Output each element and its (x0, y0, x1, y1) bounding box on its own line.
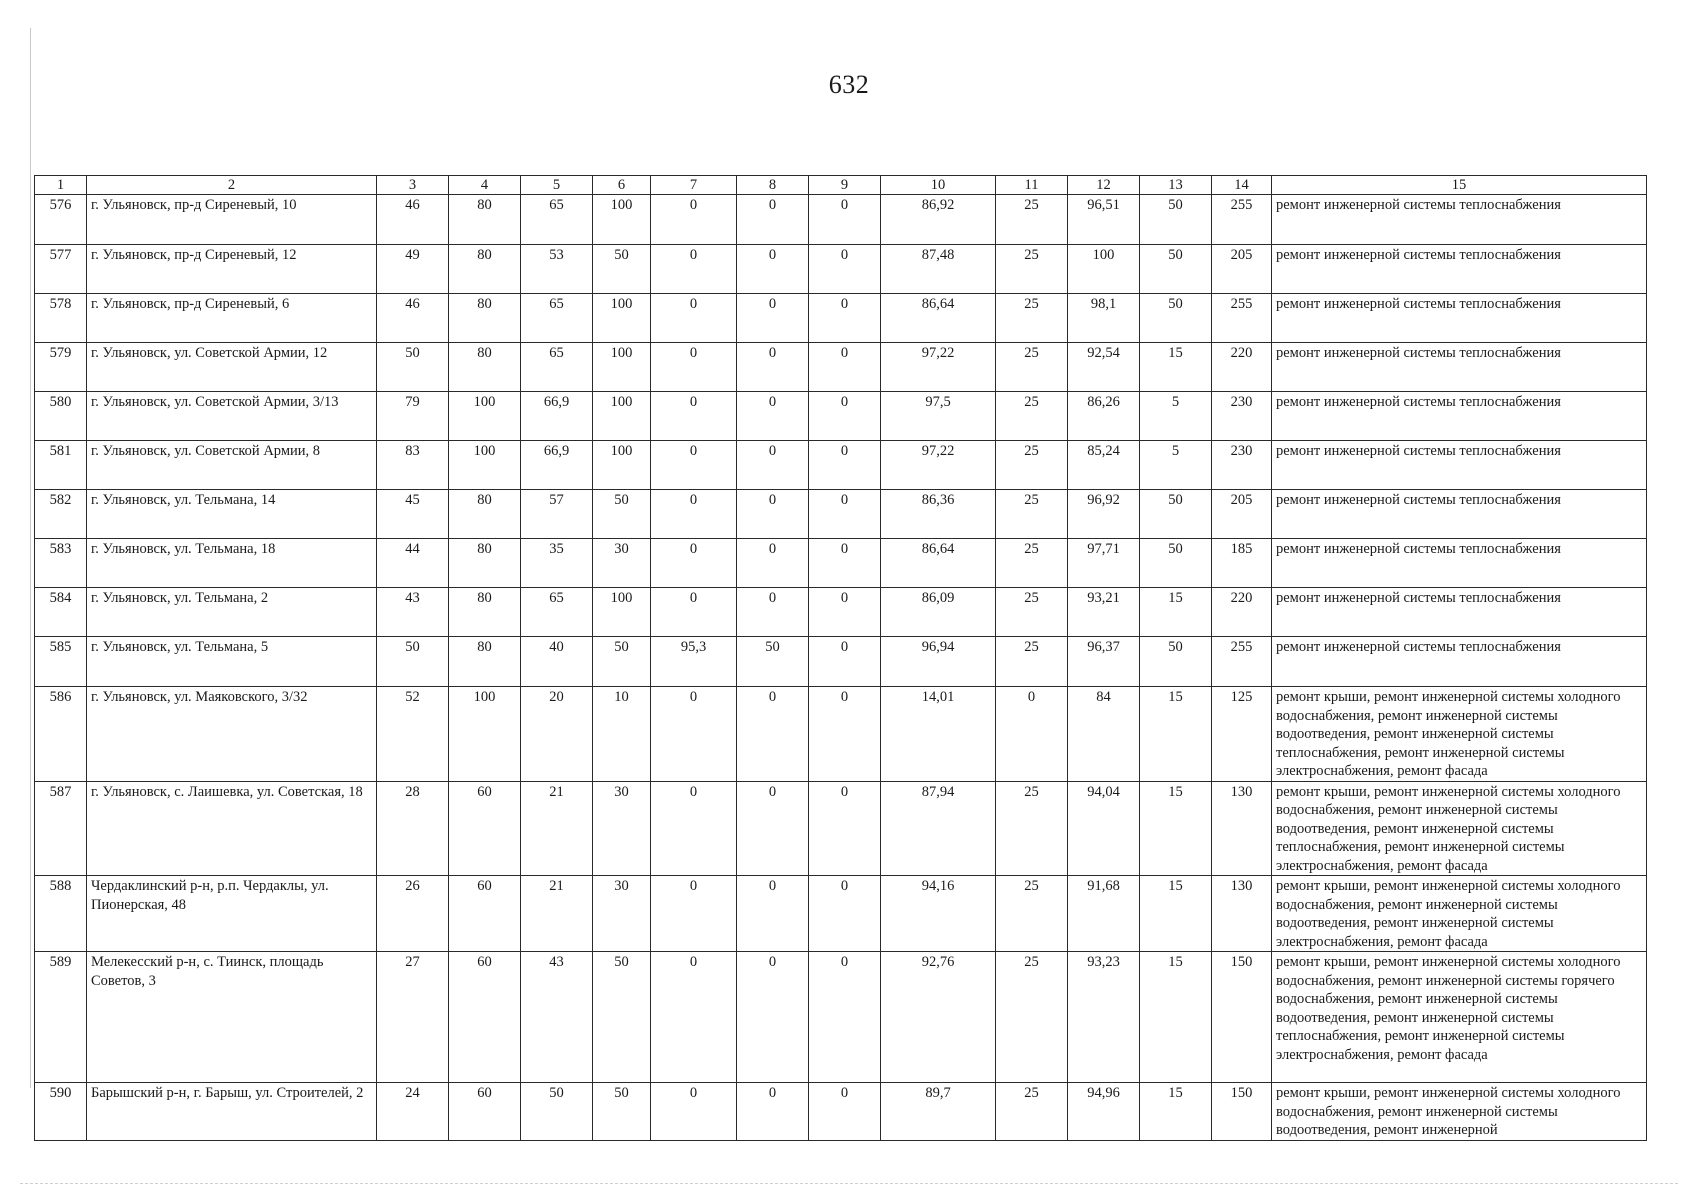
value-cell: 98,1 (1068, 294, 1140, 343)
value-cell: 65 (521, 588, 593, 637)
page-margin-line (30, 28, 31, 1088)
page-number: 632 (828, 70, 870, 99)
value-cell: 85,24 (1068, 441, 1140, 490)
value-cell: 15 (1140, 687, 1212, 782)
value-cell: 97,22 (881, 343, 996, 392)
value-cell: 96,92 (1068, 490, 1140, 539)
value-cell: 10 (593, 687, 651, 782)
value-cell: 28 (377, 781, 449, 876)
value-cell: 0 (651, 245, 737, 294)
work-type-cell: ремонт крыши, ремонт инженерной системы холодного водоснабжения, ремонт инженерной системы водоотведения, ремонт инженерной (1272, 1083, 1647, 1141)
value-cell: 50 (1140, 539, 1212, 588)
table-row (35, 588, 1647, 637)
value-cell: 24 (377, 1083, 449, 1141)
value-cell: 43 (521, 952, 593, 1083)
table-row (35, 294, 1647, 343)
column-header: 2 (87, 176, 377, 195)
value-cell: 0 (809, 781, 881, 876)
value-cell: 96,37 (1068, 637, 1140, 687)
address-cell: г. Ульяновск, ул. Советской Армии, 8 (87, 441, 377, 490)
value-cell: 94,96 (1068, 1083, 1140, 1141)
column-header: 7 (651, 176, 737, 195)
work-type-cell: ремонт крыши, ремонт инженерной системы холодного водоснабжения, ремонт инженерной системы горячего водоснабжения, ремонт инженерной системы водоотведения, ремонт инженерной системы теплоснабжения, ремонт инженерной системы электроснабжения, ремонт фасада (1272, 952, 1647, 1083)
row-number-cell: 583 (35, 539, 87, 588)
address-cell: г. Ульяновск, пр-д Сиреневый, 12 (87, 245, 377, 294)
work-type-cell: ремонт инженерной системы теплоснабжения (1272, 245, 1647, 294)
value-cell: 96,94 (881, 637, 996, 687)
value-cell: 97,71 (1068, 539, 1140, 588)
value-cell: 50 (593, 637, 651, 687)
address-cell: г. Ульяновск, пр-д Сиреневый, 10 (87, 195, 377, 245)
address-cell: г. Ульяновск, ул. Тельмана, 18 (87, 539, 377, 588)
value-cell: 50 (737, 637, 809, 687)
value-cell: 97,22 (881, 441, 996, 490)
value-cell: 15 (1140, 588, 1212, 637)
value-cell: 60 (449, 876, 521, 952)
value-cell: 100 (1068, 245, 1140, 294)
table-row (35, 490, 1647, 539)
value-cell: 100 (593, 294, 651, 343)
value-cell: 93,23 (1068, 952, 1140, 1083)
row-number-cell: 588 (35, 876, 87, 952)
value-cell: 205 (1212, 245, 1272, 294)
value-cell: 50 (593, 245, 651, 294)
value-cell: 97,5 (881, 392, 996, 441)
value-cell: 46 (377, 195, 449, 245)
value-cell: 50 (593, 952, 651, 1083)
table-row (35, 343, 1647, 392)
address-cell: Барышский р-н, г. Барыш, ул. Строителей, 2 (87, 1083, 377, 1141)
value-cell: 255 (1212, 294, 1272, 343)
address-cell: г. Ульяновск, пр-д Сиреневый, 6 (87, 294, 377, 343)
work-type-cell: ремонт инженерной системы теплоснабжения (1272, 539, 1647, 588)
column-header: 8 (737, 176, 809, 195)
value-cell: 52 (377, 687, 449, 782)
value-cell: 0 (651, 539, 737, 588)
value-cell: 15 (1140, 343, 1212, 392)
address-cell: г. Ульяновск, с. Лаишевка, ул. Советская, 18 (87, 781, 377, 876)
column-header: 6 (593, 176, 651, 195)
value-cell: 0 (737, 588, 809, 637)
row-number-cell: 584 (35, 588, 87, 637)
value-cell: 50 (1140, 195, 1212, 245)
table-body (35, 195, 1647, 1141)
value-cell: 86,26 (1068, 392, 1140, 441)
work-type-cell: ремонт инженерной системы теплоснабжения (1272, 195, 1647, 245)
value-cell: 0 (737, 245, 809, 294)
value-cell: 27 (377, 952, 449, 1083)
table-row (35, 687, 1647, 782)
value-cell: 25 (996, 195, 1068, 245)
value-cell: 80 (449, 539, 521, 588)
value-cell: 60 (449, 1083, 521, 1141)
value-cell: 43 (377, 588, 449, 637)
value-cell: 0 (809, 294, 881, 343)
work-type-cell: ремонт инженерной системы теплоснабжения (1272, 343, 1647, 392)
value-cell: 0 (737, 490, 809, 539)
value-cell: 100 (593, 343, 651, 392)
value-cell: 0 (996, 687, 1068, 782)
value-cell: 84 (1068, 687, 1140, 782)
row-number-cell: 577 (35, 245, 87, 294)
value-cell: 25 (996, 490, 1068, 539)
value-cell: 0 (651, 294, 737, 343)
value-cell: 0 (651, 195, 737, 245)
value-cell: 0 (651, 343, 737, 392)
value-cell: 26 (377, 876, 449, 952)
value-cell: 130 (1212, 781, 1272, 876)
value-cell: 30 (593, 781, 651, 876)
value-cell: 0 (809, 1083, 881, 1141)
value-cell: 35 (521, 539, 593, 588)
row-number-cell: 585 (35, 637, 87, 687)
work-type-cell: ремонт инженерной системы теплоснабжения (1272, 490, 1647, 539)
table-row (35, 1083, 1647, 1141)
work-type-cell: ремонт инженерной системы теплоснабжения (1272, 392, 1647, 441)
value-cell: 86,09 (881, 588, 996, 637)
value-cell: 0 (737, 539, 809, 588)
address-cell: Чердаклинский р-н, р.п. Чердаклы, ул. Пионерская, 48 (87, 876, 377, 952)
value-cell: 255 (1212, 195, 1272, 245)
value-cell: 80 (449, 588, 521, 637)
work-type-cell: ремонт инженерной системы теплоснабжения (1272, 588, 1647, 637)
row-number-cell: 590 (35, 1083, 87, 1141)
value-cell: 94,16 (881, 876, 996, 952)
address-cell: г. Ульяновск, ул. Тельмана, 14 (87, 490, 377, 539)
value-cell: 0 (809, 490, 881, 539)
value-cell: 66,9 (521, 441, 593, 490)
address-cell: Мелекесский р-н, с. Тиинск, площадь Советов, 3 (87, 952, 377, 1083)
value-cell: 25 (996, 343, 1068, 392)
value-cell: 86,64 (881, 294, 996, 343)
value-cell: 100 (449, 392, 521, 441)
value-cell: 25 (996, 876, 1068, 952)
value-cell: 185 (1212, 539, 1272, 588)
value-cell: 0 (651, 1083, 737, 1141)
value-cell: 150 (1212, 952, 1272, 1083)
value-cell: 40 (521, 637, 593, 687)
work-type-cell: ремонт крыши, ремонт инженерной системы холодного водоснабжения, ремонт инженерной системы водоотведения, ремонт инженерной системы теплоснабжения, ремонт инженерной системы электроснабжения, ремонт фасада (1272, 687, 1647, 782)
value-cell: 25 (996, 1083, 1068, 1141)
value-cell: 0 (809, 539, 881, 588)
value-cell: 220 (1212, 343, 1272, 392)
value-cell: 20 (521, 687, 593, 782)
value-cell: 100 (593, 588, 651, 637)
value-cell: 15 (1140, 876, 1212, 952)
address-cell: г. Ульяновск, ул. Советской Армии, 12 (87, 343, 377, 392)
row-number-cell: 582 (35, 490, 87, 539)
value-cell: 0 (809, 343, 881, 392)
value-cell: 25 (996, 781, 1068, 876)
work-type-cell: ремонт инженерной системы теплоснабжения (1272, 441, 1647, 490)
value-cell: 0 (651, 441, 737, 490)
value-cell: 50 (1140, 245, 1212, 294)
value-cell: 80 (449, 637, 521, 687)
value-cell: 66,9 (521, 392, 593, 441)
column-header: 10 (881, 176, 996, 195)
value-cell: 60 (449, 952, 521, 1083)
table-row (35, 637, 1647, 687)
value-cell: 0 (809, 876, 881, 952)
value-cell: 60 (449, 781, 521, 876)
value-cell: 50 (593, 490, 651, 539)
value-cell: 92,76 (881, 952, 996, 1083)
value-cell: 0 (737, 294, 809, 343)
value-cell: 5 (1140, 441, 1212, 490)
value-cell: 89,7 (881, 1083, 996, 1141)
value-cell: 255 (1212, 637, 1272, 687)
work-type-cell: ремонт инженерной системы теплоснабжения (1272, 637, 1647, 687)
value-cell: 65 (521, 294, 593, 343)
value-cell: 25 (996, 294, 1068, 343)
table-row (35, 392, 1647, 441)
value-cell: 0 (651, 588, 737, 637)
value-cell: 96,51 (1068, 195, 1140, 245)
value-cell: 30 (593, 876, 651, 952)
value-cell: 49 (377, 245, 449, 294)
value-cell: 0 (651, 490, 737, 539)
value-cell: 125 (1212, 687, 1272, 782)
value-cell: 57 (521, 490, 593, 539)
value-cell: 50 (1140, 294, 1212, 343)
value-cell: 30 (593, 539, 651, 588)
value-cell: 0 (737, 687, 809, 782)
value-cell: 230 (1212, 441, 1272, 490)
work-type-cell: ремонт крыши, ремонт инженерной системы холодного водоснабжения, ремонт инженерной системы водоотведения, ремонт инженерной системы электроснабжения, ремонт фасада (1272, 876, 1647, 952)
value-cell: 80 (449, 490, 521, 539)
value-cell: 87,48 (881, 245, 996, 294)
value-cell: 0 (809, 245, 881, 294)
value-cell: 87,94 (881, 781, 996, 876)
column-header: 9 (809, 176, 881, 195)
value-cell: 25 (996, 245, 1068, 294)
value-cell: 65 (521, 343, 593, 392)
column-number-row (35, 176, 1647, 195)
value-cell: 220 (1212, 588, 1272, 637)
value-cell: 25 (996, 392, 1068, 441)
table-row (35, 952, 1647, 1083)
value-cell: 25 (996, 637, 1068, 687)
scan-edge-noise (20, 1183, 1678, 1184)
row-number-cell: 589 (35, 952, 87, 1083)
value-cell: 80 (449, 195, 521, 245)
value-cell: 45 (377, 490, 449, 539)
row-number-cell: 581 (35, 441, 87, 490)
value-cell: 0 (809, 687, 881, 782)
value-cell: 93,21 (1068, 588, 1140, 637)
row-number-cell: 576 (35, 195, 87, 245)
value-cell: 25 (996, 952, 1068, 1083)
value-cell: 0 (651, 781, 737, 876)
value-cell: 94,04 (1068, 781, 1140, 876)
value-cell: 0 (651, 952, 737, 1083)
column-header: 1 (35, 176, 87, 195)
value-cell: 92,54 (1068, 343, 1140, 392)
row-number-cell: 586 (35, 687, 87, 782)
value-cell: 50 (1140, 490, 1212, 539)
value-cell: 83 (377, 441, 449, 490)
table-row (35, 441, 1647, 490)
value-cell: 65 (521, 195, 593, 245)
column-header: 13 (1140, 176, 1212, 195)
value-cell: 150 (1212, 1083, 1272, 1141)
value-cell: 0 (651, 687, 737, 782)
value-cell: 25 (996, 441, 1068, 490)
value-cell: 86,64 (881, 539, 996, 588)
value-cell: 53 (521, 245, 593, 294)
value-cell: 100 (449, 441, 521, 490)
value-cell: 46 (377, 294, 449, 343)
value-cell: 0 (809, 441, 881, 490)
value-cell: 0 (651, 392, 737, 441)
address-cell: г. Ульяновск, ул. Советской Армии, 3/13 (87, 392, 377, 441)
value-cell: 21 (521, 781, 593, 876)
value-cell: 50 (521, 1083, 593, 1141)
value-cell: 50 (593, 1083, 651, 1141)
value-cell: 91,68 (1068, 876, 1140, 952)
column-header: 4 (449, 176, 521, 195)
value-cell: 0 (737, 781, 809, 876)
column-header: 14 (1212, 176, 1272, 195)
value-cell: 79 (377, 392, 449, 441)
address-cell: г. Ульяновск, ул. Тельмана, 2 (87, 588, 377, 637)
value-cell: 80 (449, 245, 521, 294)
value-cell: 80 (449, 294, 521, 343)
value-cell: 44 (377, 539, 449, 588)
value-cell: 5 (1140, 392, 1212, 441)
value-cell: 0 (737, 195, 809, 245)
value-cell: 14,01 (881, 687, 996, 782)
value-cell: 15 (1140, 781, 1212, 876)
value-cell: 0 (809, 637, 881, 687)
address-cell: г. Ульяновск, ул. Тельмана, 5 (87, 637, 377, 687)
work-type-cell: ремонт инженерной системы теплоснабжения (1272, 294, 1647, 343)
value-cell: 25 (996, 539, 1068, 588)
value-cell: 86,36 (881, 490, 996, 539)
table-row (35, 245, 1647, 294)
value-cell: 86,92 (881, 195, 996, 245)
capital-repair-table (34, 175, 1647, 1141)
value-cell: 50 (377, 637, 449, 687)
value-cell: 0 (651, 876, 737, 952)
value-cell: 100 (593, 441, 651, 490)
value-cell: 230 (1212, 392, 1272, 441)
value-cell: 0 (809, 588, 881, 637)
column-header: 15 (1272, 176, 1647, 195)
row-number-cell: 579 (35, 343, 87, 392)
value-cell: 0 (737, 952, 809, 1083)
address-cell: г. Ульяновск, ул. Маяковского, 3/32 (87, 687, 377, 782)
value-cell: 21 (521, 876, 593, 952)
value-cell: 0 (737, 392, 809, 441)
value-cell: 100 (449, 687, 521, 782)
table-row (35, 539, 1647, 588)
value-cell: 100 (593, 195, 651, 245)
value-cell: 0 (809, 195, 881, 245)
value-cell: 130 (1212, 876, 1272, 952)
column-header: 5 (521, 176, 593, 195)
value-cell: 0 (737, 876, 809, 952)
value-cell: 0 (809, 952, 881, 1083)
value-cell: 95,3 (651, 637, 737, 687)
value-cell: 0 (809, 392, 881, 441)
value-cell: 50 (1140, 637, 1212, 687)
value-cell: 0 (737, 1083, 809, 1141)
value-cell: 205 (1212, 490, 1272, 539)
table-row (35, 876, 1647, 952)
work-type-cell: ремонт крыши, ремонт инженерной системы холодного водоснабжения, ремонт инженерной системы водоотведения, ремонт инженерной системы теплоснабжения, ремонт инженерной системы электроснабжения, ремонт фасада (1272, 781, 1647, 876)
value-cell: 25 (996, 588, 1068, 637)
row-number-cell: 580 (35, 392, 87, 441)
value-cell: 15 (1140, 1083, 1212, 1141)
table-row (35, 195, 1647, 245)
row-number-cell: 587 (35, 781, 87, 876)
value-cell: 50 (377, 343, 449, 392)
value-cell: 15 (1140, 952, 1212, 1083)
column-header: 12 (1068, 176, 1140, 195)
table-row (35, 781, 1647, 876)
column-header: 3 (377, 176, 449, 195)
value-cell: 100 (593, 392, 651, 441)
column-header: 11 (996, 176, 1068, 195)
value-cell: 0 (737, 343, 809, 392)
value-cell: 0 (737, 441, 809, 490)
value-cell: 80 (449, 343, 521, 392)
row-number-cell: 578 (35, 294, 87, 343)
